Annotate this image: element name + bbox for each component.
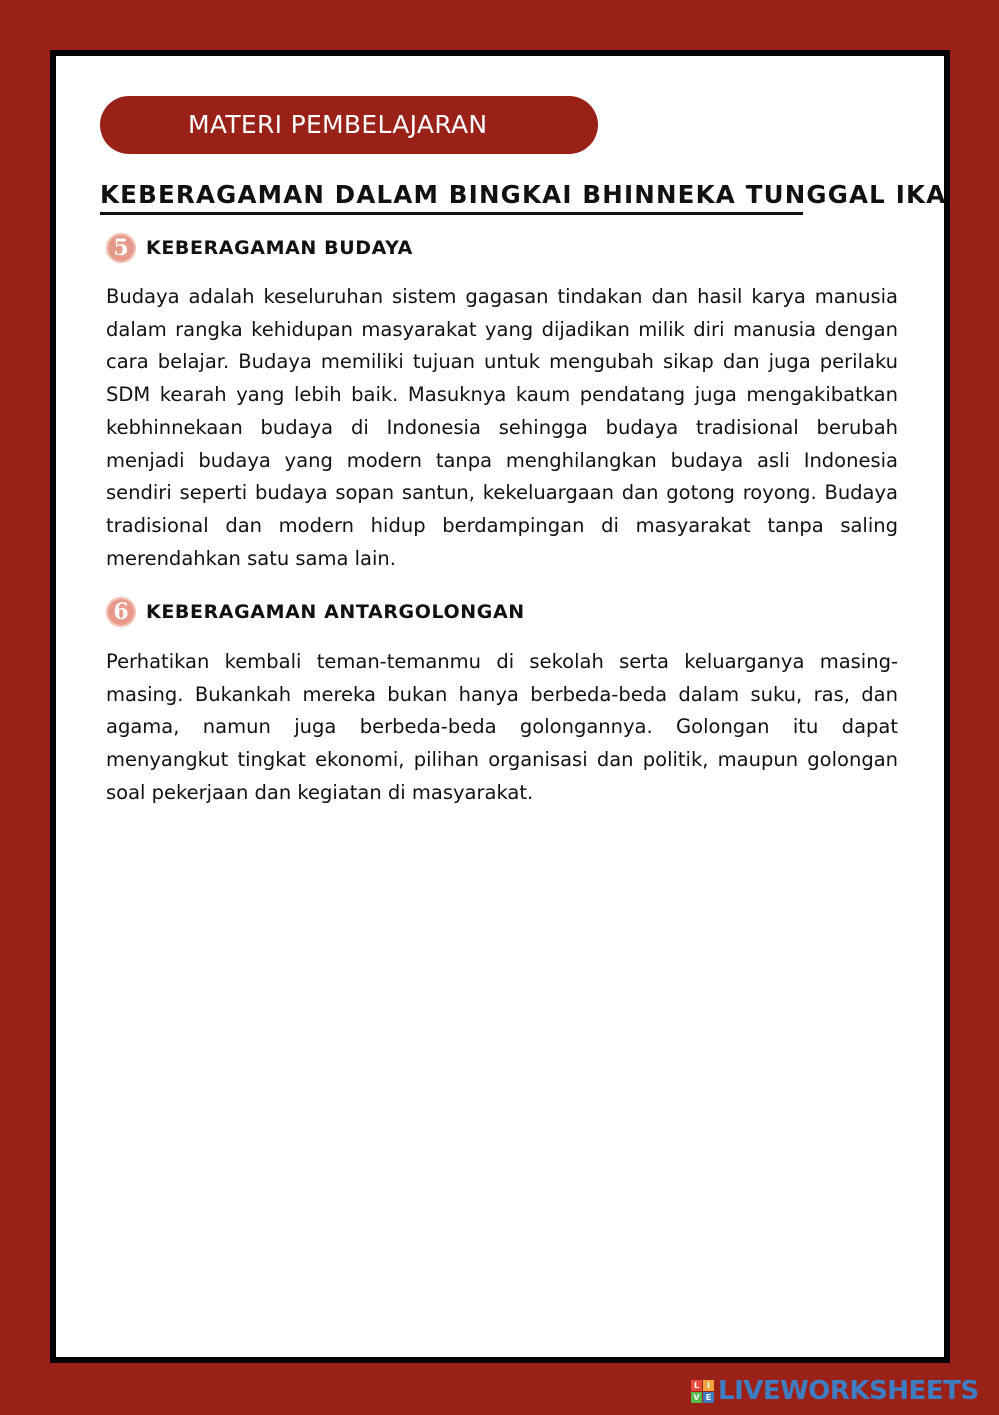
logo-letter: L [691, 1380, 702, 1391]
liveworksheets-logo[interactable] [691, 1376, 979, 1406]
number-badge-icon: 6 [106, 597, 136, 627]
logo-grid-icon [691, 1380, 714, 1403]
logo-letter: V [691, 1392, 702, 1403]
logo-letter: E [703, 1392, 714, 1403]
materi-header-banner: MATERI PEMBELAJARAN [100, 96, 598, 154]
section-heading-antargolongan [106, 594, 525, 630]
section-paragraph-budaya: Budaya adalah keseluruhan sistem gagasan tindakan dan hasil karya manusia dalam rangka kehidupan masyarakat yang dijadikan milik diri manusia dengan cara belajar. Budaya memiliki tujuan untuk mengubah sikap dan juga perilaku SDM kearah yang lebih baik. Masuknya kaum pendatang juga mengakibatkan kebhinnekaan budaya di Indonesia sehingga budaya tradisional berubah menjadi budaya yang modern tanpa menghilangkan budaya asli Indonesia sendiri seperti budaya sopan santun, kekeluargaan dan gotong royong. Budaya tradisional dan modern hidup berdampingan di masyarakat tanpa saling merendahkan satu sama lain. [106, 285, 898, 570]
logo-letter: I [703, 1380, 714, 1391]
page-title: KEBERAGAMAN DALAM BINGKAI BHINNEKA TUNGGAL IKA [100, 180, 947, 209]
worksheet-page [56, 56, 947, 1357]
section-paragraph-antargolongan: Perhatikan kembali teman-temanmu di sekolah serta keluarganya masing-masing. Bukankah mereka bukan hanya berbeda-beda dalam suku, ras, dan agama, namun juga berbeda-beda golongannya. Golongan itu dapat menyangkut tingkat ekonomi, pilihan organisasi dan politik, maupun golongan soal pekerjaan dan kegiatan di masyarakat. [106, 650, 898, 804]
section-title: KEBERAGAMAN BUDAYA [146, 237, 413, 259]
section-title: KEBERAGAMAN ANTARGOLONGAN [146, 601, 525, 623]
section-heading-budaya [106, 230, 413, 266]
worksheet-frame [50, 50, 950, 1363]
logo-text: LIVEWORKSHEETS [718, 1376, 979, 1406]
title-underline [100, 212, 803, 215]
number-badge-icon: 5 [106, 233, 136, 263]
